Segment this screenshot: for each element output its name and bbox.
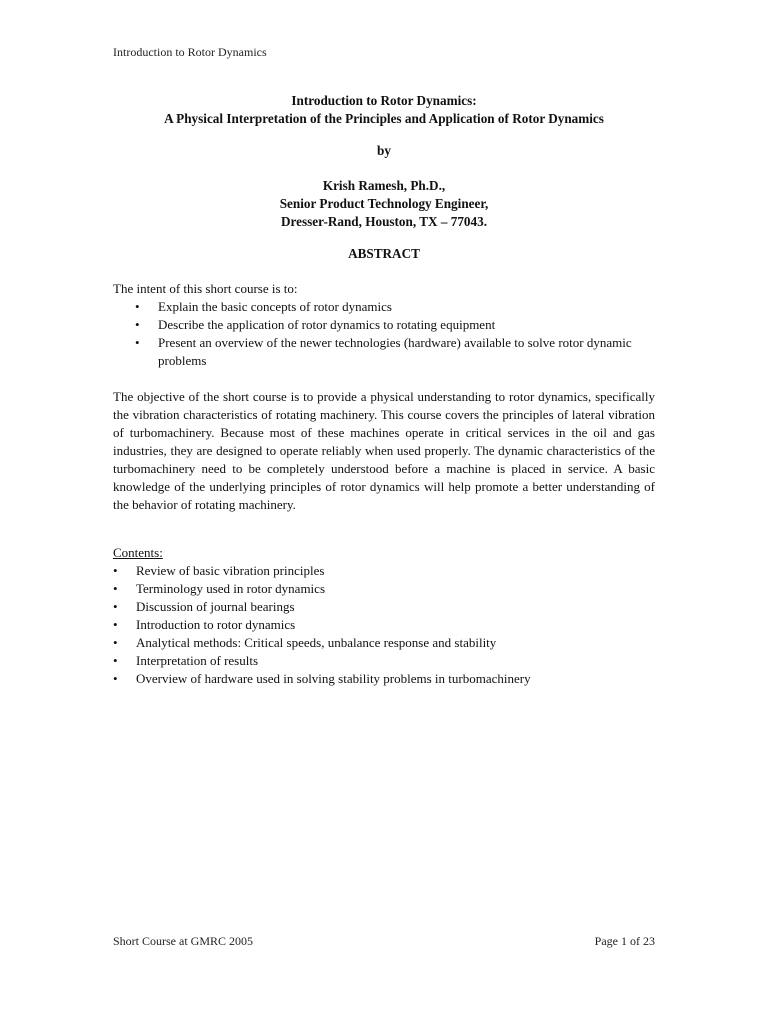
contents-list — [113, 562, 655, 688]
contents-section — [113, 562, 655, 688]
author-name: Krish Ramesh, Ph.D., — [322, 178, 446, 193]
objective-paragraph: The objective of the short course is to provide a physical understanding to rotor dynamics, specifically the vibration characteristics of rotating machinery. This course covers the principles of lateral vibration of turbomachinery. Because most of these machines operate in critical services in the oil and gas industries, they are designed to operate reliably when used properly. The dynamic characteristics of the turbomachinery need to be completely understood before a machine is placed in service. A basic knowledge of the underlying principles of rotor dynamics will help promote a better understanding of the behavior of rotating machinery. — [113, 389, 655, 512]
list-item: • Introduction to rotor dynamics — [113, 616, 655, 634]
list-item: • Present an overview of the newer technologies (hardware) available to solve rotor dynamic problems — [135, 334, 655, 370]
list-item: • Describe the application of rotor dynamics to rotating equipment — [135, 316, 655, 334]
intent-lead: The intent of this short course is to: — [113, 281, 298, 296]
list-item: • Overview of hardware used in solving stability problems in turbomachinery — [113, 670, 655, 688]
author-affiliation: Dresser-Rand, Houston, TX – 77043. — [280, 214, 487, 229]
title-line-2: A Physical Interpretation of the Principles and Application of Rotor Dynamics — [164, 110, 604, 126]
intent-section — [113, 280, 655, 370]
list-item: • Discussion of journal bearings — [113, 598, 655, 616]
contents-heading: Contents: — [113, 545, 163, 560]
list-item: • Terminology used in rotor dynamics — [113, 580, 655, 598]
document-title — [113, 92, 655, 127]
list-item: • Analytical methods: Critical speeds, unbalance response and stability — [113, 634, 655, 652]
list-item: • Explain the basic concepts of rotor dynamics — [135, 298, 655, 316]
footer-page-number: Page 1 of 23 — [594, 934, 655, 948]
running-header: Introduction to Rotor Dynamics — [113, 45, 267, 59]
intent-list — [135, 298, 655, 370]
list-item: • Interpretation of results — [113, 652, 655, 670]
byline: by — [377, 143, 391, 158]
author-block — [113, 177, 655, 231]
author-position: Senior Product Technology Engineer, — [279, 196, 489, 211]
abstract-heading: ABSTRACT — [348, 246, 420, 261]
footer-course-label: Short Course at GMRC 2005 — [113, 934, 254, 948]
title-line-1: Introduction to Rotor Dynamics: — [291, 93, 477, 108]
list-item: • Review of basic vibration principles — [113, 562, 655, 580]
